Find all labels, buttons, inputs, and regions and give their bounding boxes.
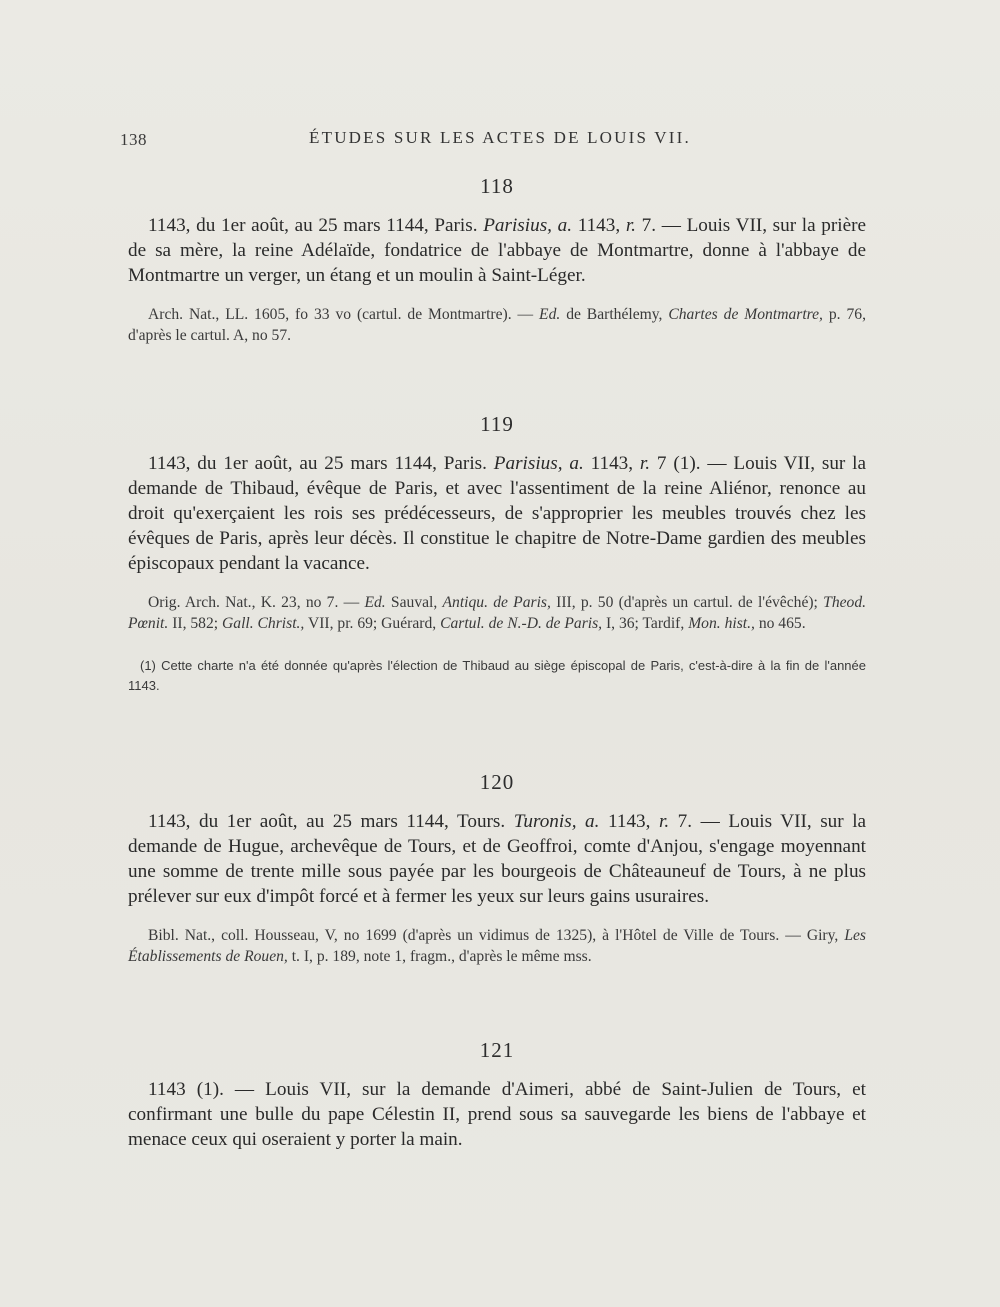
entry-text (128, 1077, 866, 1152)
source-archive: Orig. Arch. Nat., K. 23, no 7. — (148, 594, 360, 611)
entry-source (128, 304, 866, 346)
entry-119 (128, 412, 866, 696)
entry-datation: Turonis, a. (513, 811, 600, 832)
source-title-5: Mon. hist., (688, 615, 755, 632)
source-reference-2: II, 582; (172, 615, 219, 632)
source-title: Les Établissements de Rouen, (128, 927, 866, 965)
entry-datation-year: 1143, (590, 453, 634, 474)
source-ed: Ed. (539, 306, 561, 323)
footnote: (1) Cette charte n'a été donnée qu'après l'élection de Thibaud au siège épiscopal de Paris, c'est-à-dire à la fin de l'année 1143. (128, 658, 866, 693)
entry-date: 1143, du 1er août, au 25 mars 1144, Paris. (148, 215, 478, 236)
entry-datation-regnal: r. (625, 215, 636, 236)
entry-datation: Parisius, a. (483, 215, 573, 236)
source-reference-5: no 465. (758, 615, 806, 632)
source-reference: p. 76, d'après le cartul. A, no 57. (128, 306, 866, 344)
entry-datation: Parisius, a. (493, 453, 584, 474)
source-reference: t. I, p. 189, note 1, fragm., d'après le même mss. (291, 948, 592, 965)
source-archive: Bibl. Nat., coll. Housseau, V, no 1699 (d'après un vidimus de 1325), à l'Hôtel de Ville de Tours. — Giry, (148, 927, 839, 944)
entry-date: 1143, du 1er août, au 25 mars 1144, Tours. (148, 811, 506, 832)
running-title: ÉTUDES SUR LES ACTES DE LOUIS VII. (309, 128, 691, 147)
entry-datation-end: 7. — (677, 811, 720, 832)
entry-source (128, 925, 866, 967)
entry-summary: Louis VII, sur la demande de Hugue, archevêque de Tours, et de Geoffroi, comte d'Anjou, s'engage moyennant une somme de trente mille sous payée par les bourgeois de Châteauneuf de Tours, à ne plus prélever sur eux d'impôt forcé et à fermer les yeux sur leurs gains usuraires. (128, 811, 867, 907)
source-title-2: Theod. Pœnit. (128, 594, 867, 632)
entry-118 (128, 174, 866, 346)
entry-source (128, 592, 866, 634)
source-editor: Sauval, (390, 594, 438, 611)
entry-datation-year: 1143, (577, 215, 621, 236)
entry-number: 120 (479, 770, 515, 794)
entry-number: 121 (479, 1038, 515, 1062)
entry-121 (128, 1038, 866, 1152)
page-header (0, 126, 1000, 156)
entry-datation-year: 1143, (607, 811, 651, 832)
entry-text (128, 809, 866, 909)
source-title-3: Gall. Christ., (222, 615, 305, 632)
source-editor: de Barthélemy, (566, 306, 663, 323)
entry-summary: Louis VII, sur la demande de Thibaud, évêque de Paris, et avec l'assentiment de la reine Aliénor, renonce au droit qu'exerçaient les rois ses prédécesseurs, de s'approprier les meubles trouvés chez les évêques de Paris, après leur décès. Il constitue le chapitre de Notre-Dame gardien des meubles épiscopaux pendant la vacance. (128, 453, 866, 574)
source-title: Antiqu. de Paris, (442, 594, 551, 611)
entry-date: 1143, du 1er août, au 25 mars 1144, Paris. (148, 453, 487, 474)
entry-datation-end: 7 (1). — (656, 453, 727, 474)
source-archive: Arch. Nat., LL. 1605, fo 33 vo (cartul. de Montmartre). — (148, 306, 534, 323)
source-reference: III, p. 50 (d'après un cartul. de l'évêché); (556, 594, 818, 611)
entry-date: 1143 (1). — (148, 1079, 255, 1100)
entry-text (128, 451, 866, 576)
entry-datation-regnal: r. (639, 453, 651, 474)
source-reference-3: VII, pr. 69; Guérard, (307, 615, 437, 632)
entry-text (128, 213, 866, 288)
entry-summary: Louis VII, sur la prière de sa mère, la reine Adélaïde, fondatrice de l'abbaye de Montmartre, donne à l'abbaye de Montmartre un verger, un étang et un moulin à Saint-Léger. (128, 215, 867, 286)
source-ed: Ed. (364, 594, 386, 611)
source-title: Chartes de Montmartre, (668, 306, 823, 323)
entry-datation-regnal: r. (658, 811, 670, 832)
source-title-4: Cartul. de N.-D. de Paris, (440, 615, 603, 632)
entry-datation-end: 7. — (641, 215, 681, 236)
page-number: 138 (120, 130, 147, 149)
source-reference-4: I, 36; Tardif, (605, 615, 685, 632)
entry-number: 118 (480, 174, 514, 198)
entry-120 (128, 770, 866, 967)
entry-number: 119 (480, 412, 514, 436)
entry-summary: Louis VII, sur la demande d'Aimeri, abbé de Saint-Julien de Tours, et confirmant une bulle du pape Célestin II, prend sous sa sauvegarde les biens de l'abbaye et menace ceux qui oseraient y porter la main. (128, 1079, 866, 1150)
